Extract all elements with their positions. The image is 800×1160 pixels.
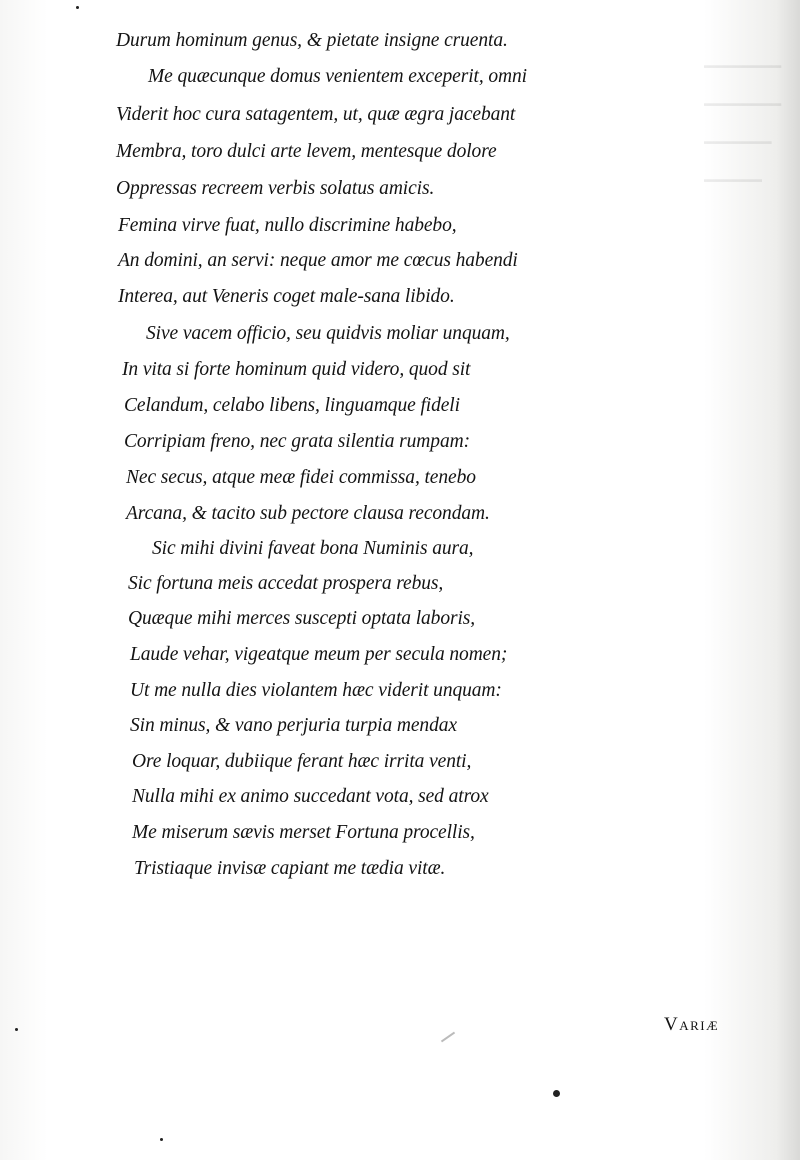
poem-line: Viderit hoc cura satagentem, ut, quæ ægra jacebant <box>116 104 516 125</box>
poem-line: Sive vacem officio, seu quidvis moliar unquam, <box>146 323 510 344</box>
poem-line: Arcana, & tacito sub pectore clausa recondam. <box>126 503 490 524</box>
poem-line: Membra, toro dulci arte levem, mentesque dolore <box>116 141 497 162</box>
ink-speck <box>76 6 79 9</box>
poem-line: Laude vehar, vigeatque meum per secula nomen; <box>130 644 508 665</box>
poem-line: Interea, aut Veneris coget male-sana libido. <box>118 286 455 307</box>
ink-speck <box>553 1090 560 1097</box>
poem-line: Me miserum sævis merset Fortuna procellis, <box>132 822 475 843</box>
poem-line: Nulla mihi ex animo succedant vota, sed atrox <box>132 786 489 807</box>
ink-speck <box>15 1028 18 1031</box>
poem-line: An domini, an servi: neque amor me cœcus habendi <box>118 250 518 271</box>
poem-line: Celandum, celabo libens, linguamque fideli <box>124 395 460 416</box>
poem-line: Sic mihi divini faveat bona Numinis aura, <box>152 538 474 559</box>
ink-speck <box>160 1138 163 1141</box>
poem-line: Oppressas recreem verbis solatus amicis. <box>116 178 435 199</box>
poem-line: In vita si forte hominum quid videro, quod sit <box>122 359 471 380</box>
poem-line: Tristiaque invisæ capiant me tædia vitæ. <box>134 858 446 879</box>
catchword: Variæ <box>664 1014 720 1035</box>
poem-line: Durum hominum genus, & pietate insigne cruenta. <box>116 30 508 51</box>
poem-line: Me quæcunque domus venientem exceperit, omni <box>148 66 527 87</box>
show-through-text: ━━━━━━━━ ━━━━━━━━ ━━━━━━━ ━━━━━━ <box>704 57 782 190</box>
poem-line: Ore loquar, dubiique ferant hæc irrita venti, <box>132 751 472 772</box>
poem-line: Ut me nulla dies violantem hæc viderit unquam: <box>130 680 502 701</box>
poem-line: Nec secus, atque meæ fidei commissa, tenebo <box>126 467 476 488</box>
poem-line: Quæque mihi merces suscepti optata laboris, <box>128 608 476 629</box>
poem-line: Corripiam freno, nec grata silentia rumpam: <box>124 431 470 452</box>
poem-line: Sic fortuna meis accedat prospera rebus, <box>128 573 444 594</box>
poem-line: Sin minus, & vano perjuria turpia mendax <box>130 715 457 736</box>
poem-line: Femina virve fuat, nullo discrimine habebo, <box>118 215 457 236</box>
